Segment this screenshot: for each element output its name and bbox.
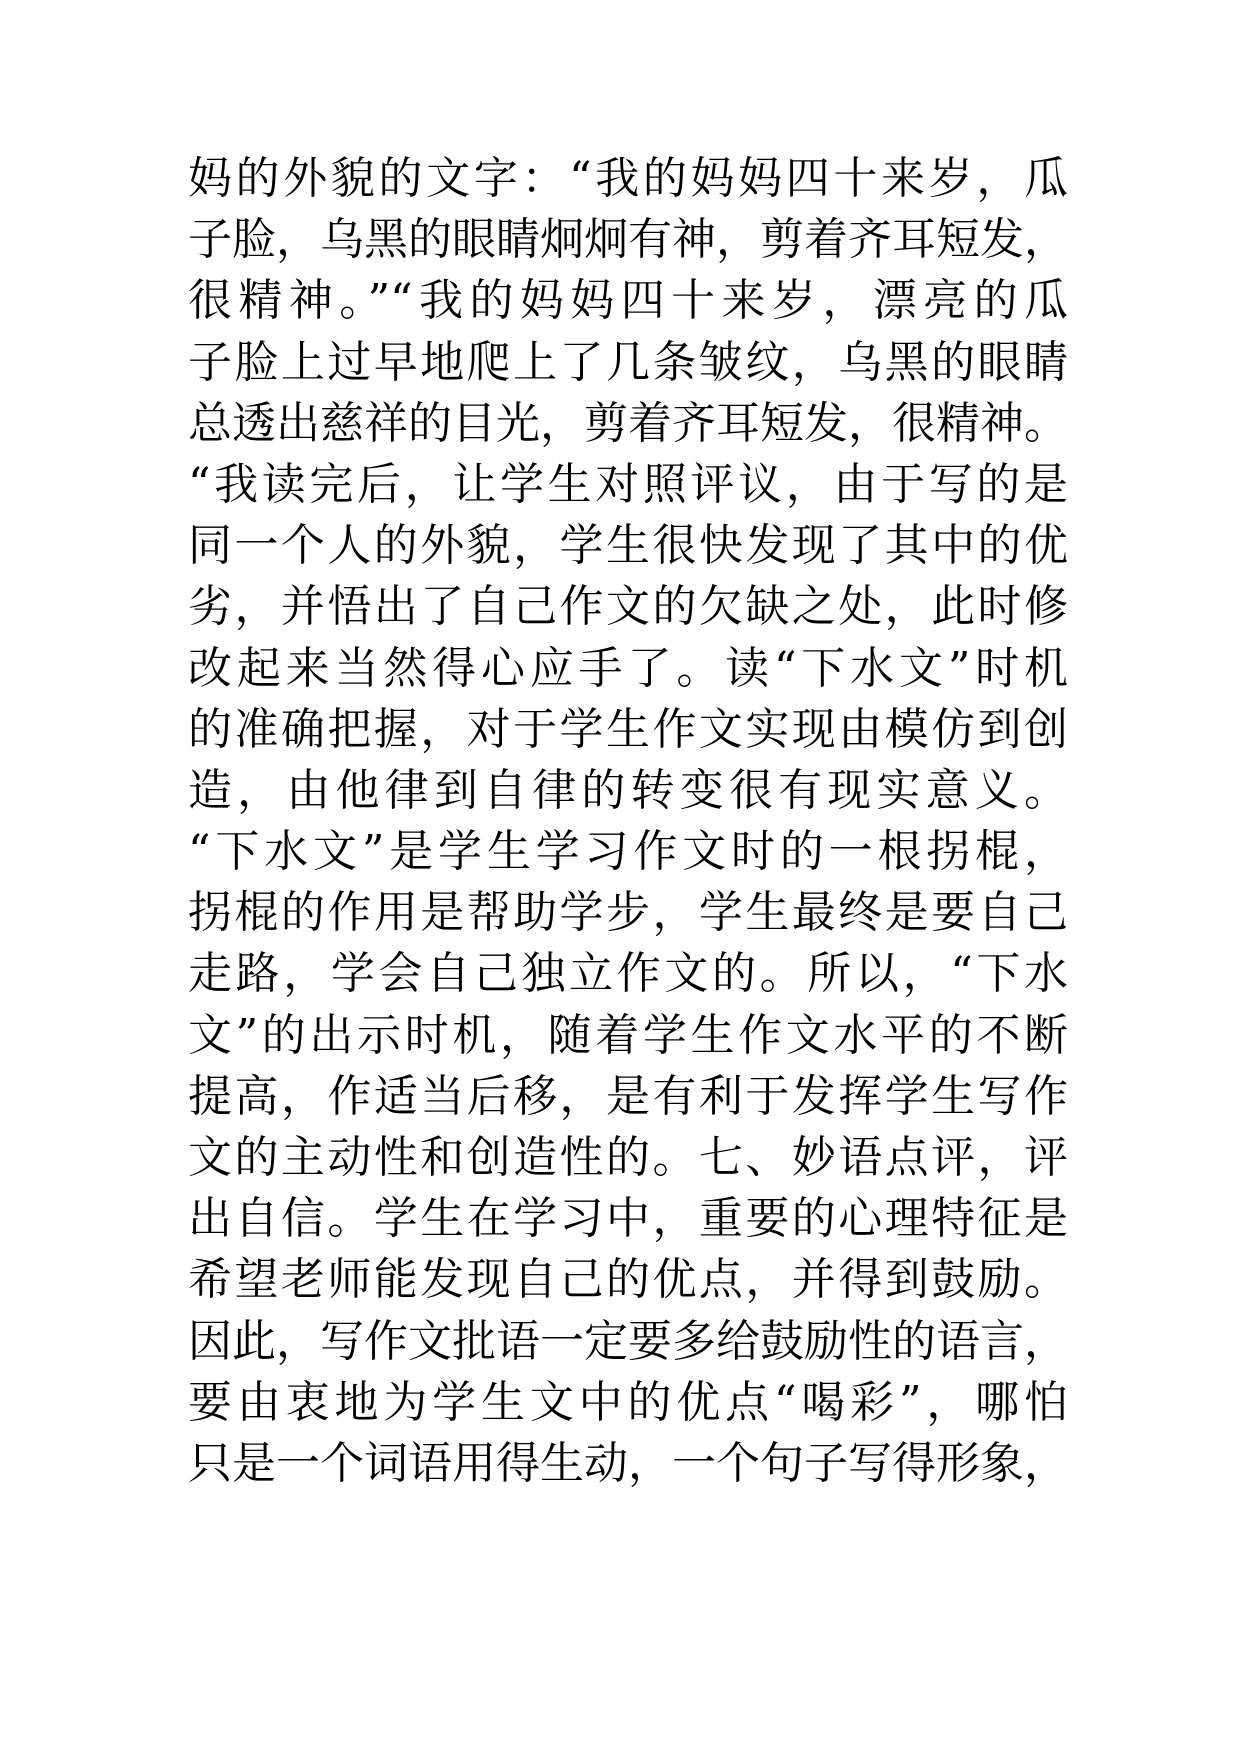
text-line: 的准确把握，对于学生作文实现由模仿到创 [188,703,1068,755]
text-line: 子脸上过早地爬上了几条皱纹，乌黑的眼睛 [188,336,1068,388]
text-line: 很精神。”“我的妈妈四十来岁，漂亮的瓜 [188,275,1068,327]
text-line: 改起来当然得心应手了。读“下水文”时机 [188,642,1068,694]
text-line: 提高，作适当后移，是有利于发挥学生写作 [188,1070,1068,1122]
text-line: 文的主动性和创造性的。七、妙语点评，评 [188,1132,1068,1183]
text-line: 文”的出示时机，随着学生作文水平的不断 [188,1009,1068,1061]
text-line: 希望老师能发现自己的优点，并得到鼓励。 [188,1254,1068,1306]
text-line: 只是一个词语用得生动，一个句子写得形象， [188,1437,1068,1489]
body-text [188,148,1068,1494]
text-line: 出自信。学生在学习中，重要的心理特征是 [188,1193,1068,1245]
text-line: 子脸，乌黑的眼睛炯炯有神，剪着齐耳短发， [188,214,1068,266]
text-line: 妈的外貌的文字：“我的妈妈四十来岁，瓜 [188,153,1068,204]
text-line: 因此，写作文批语一定要多给鼓励性的语言， [188,1315,1068,1367]
text-line: 拐棍的作用是帮助学步，学生最终是要自己 [188,887,1068,939]
text-line: “下水文”是学生学习作文时的一根拐棍， [188,826,1068,878]
text-line: 总透出慈祥的目光，剪着齐耳短发，很精神。 [188,397,1068,449]
text-line: 劣，并悟出了自己作文的欠缺之处，此时修 [188,581,1068,633]
text-line: 同一个人的外貌，学生很快发现了其中的优 [188,520,1068,572]
text-line: 造，由他律到自律的转变很有现实意义。 [188,764,1068,816]
text-line: “我读完后，让学生对照评议，由于写的是 [188,458,1068,510]
text-line: 走路，学会自己独立作文的。所以，“下水 [188,948,1068,1000]
text-line: 要由衷地为学生文中的优点“喝彩”，哪怕 [188,1376,1068,1428]
